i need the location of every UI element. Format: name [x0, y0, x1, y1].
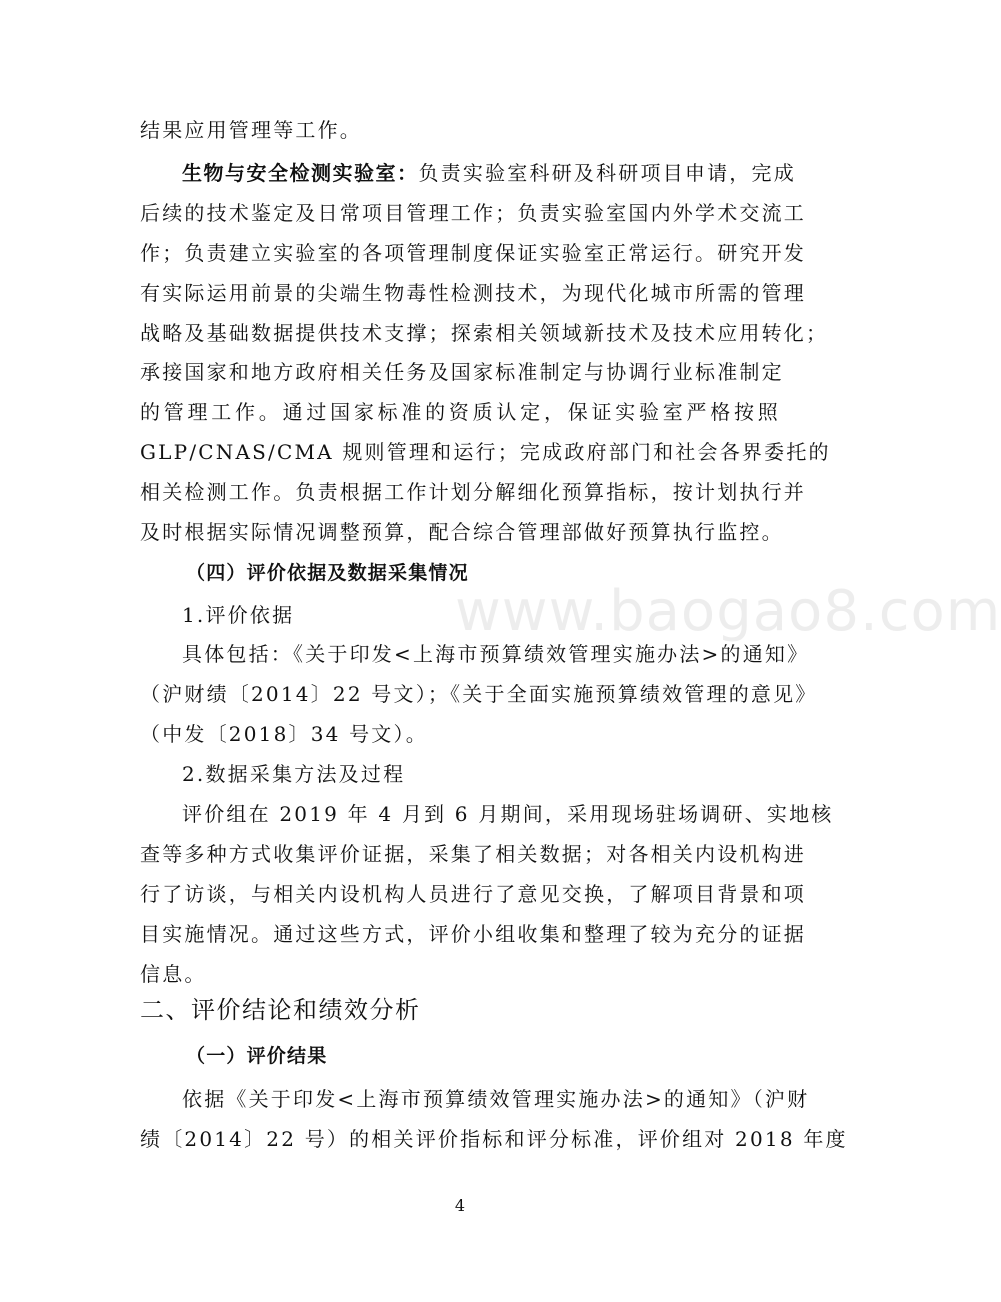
bio-lab-line-6: 承接国家和地方政府相关任务及国家标准制定与协调行业标准制定	[140, 360, 784, 384]
sub1-line-2: （沪财绩〔2014〕22 号文）；《关于全面实施预算绩效管理的意见》	[140, 682, 818, 706]
sub1-title: 1.评价依据	[182, 603, 295, 627]
chapter-2-heading: 二、评价结论和绩效分析	[140, 996, 421, 1024]
section-4-heading: （四）评价依据及数据采集情况	[186, 562, 469, 584]
sub2-line-4: 目实施情况。通过这些方式，评价小组收集和整理了较为充分的证据	[140, 922, 806, 946]
chapter-2-line-1: 依据《关于印发<上海市预算绩效管理实施办法>的通知》（沪财	[182, 1087, 810, 1111]
page-number: 4	[454, 1196, 466, 1215]
watermark: www.baogao8.com	[455, 579, 1001, 644]
bio-lab-line-10: 及时根据实际情况调整预算，配合综合管理部做好预算执行监控。	[140, 520, 784, 544]
bio-lab-line-1-text: 负责实验室科研及科研项目申请，完成	[418, 161, 796, 185]
bio-lab-line-7: 的管理工作。通过国家标准的资质认定，保证实验室严格按照	[140, 400, 780, 424]
chapter-2-subheading: （一）评价结果	[186, 1045, 328, 1067]
sub2-line-5: 信息。	[140, 962, 207, 986]
bio-lab-line-5: 战略及基础数据提供技术支撑；探索相关领域新技术及技术应用转化；	[140, 321, 829, 345]
bio-lab-line-4: 有实际运用前景的尖端生物毒性检测技术，为现代化城市所需的管理	[140, 281, 806, 305]
sub1-line-1: 具体包括：《关于印发<上海市预算绩效管理实施办法>的通知》	[182, 642, 810, 666]
bio-lab-label: 生物与安全检测实验室：	[182, 161, 419, 185]
sub2-line-2: 查等多种方式收集评价证据，采集了相关数据；对各相关内设机构进	[140, 842, 806, 866]
sub2-line-1: 评价组在 2019 年 4 月到 6 月期间，采用现场驻场调研、实地核	[182, 802, 834, 826]
bio-lab-line-1	[182, 160, 796, 186]
sub1-line-3: （中发〔2018〕34 号文）。	[140, 722, 428, 746]
bio-lab-line-3: 作；负责建立实验室的各项管理制度保证实验室正常运行。研究开发	[140, 241, 806, 265]
chapter-2-line-2: 绩〔2014〕22 号）的相关评价指标和评分标准，评价组对 2018 年度	[140, 1127, 848, 1151]
bio-lab-line-9: 相关检测工作。负责根据工作计划分解细化预算指标，按计划执行并	[140, 480, 806, 504]
paragraph-intro-line: 结果应用管理等工作。	[140, 118, 362, 142]
bio-lab-line-2: 后续的技术鉴定及日常项目管理工作；负责实验室国内外学术交流工	[140, 201, 806, 225]
sub2-line-3: 行了访谈，与相关内设机构人员进行了意见交换，了解项目背景和项	[140, 882, 806, 906]
bio-lab-line-8: GLP/CNAS/CMA 规则管理和运行；完成政府部门和社会各界委托的	[140, 440, 831, 464]
sub2-title: 2.数据采集方法及过程	[182, 762, 406, 786]
